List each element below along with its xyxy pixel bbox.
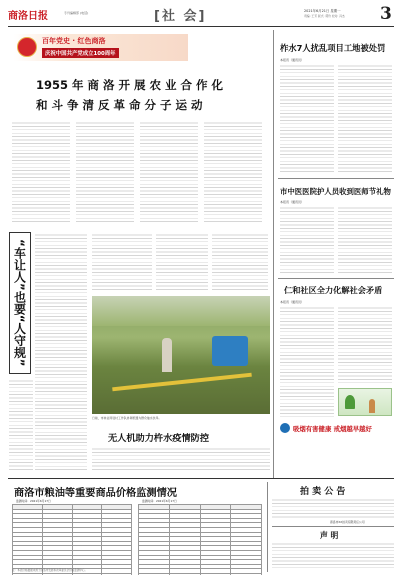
statement-title: 声 明 — [320, 531, 339, 540]
right-divider-1 — [278, 178, 394, 179]
right-column-rule — [273, 30, 274, 478]
right-article-2-col2 — [338, 205, 392, 273]
banner-subtitle: 庆祝中国共产党成立100周年 — [42, 48, 119, 58]
news-photo — [92, 296, 270, 414]
editors-line: 责编: 王芳 版式: 郭玲 校对: 冯杰 — [304, 14, 345, 18]
lead-headline-line2: 和 斗 争 清 反 革 命 分 子 运 动 — [36, 98, 203, 112]
newspaper-logo: 商洛日报 — [8, 11, 48, 22]
page-number: 3 — [380, 4, 392, 24]
center-article-col3 — [212, 232, 268, 292]
right-article-1-col1 — [280, 63, 334, 173]
slogan-text: 吸烟有害健康 戒烟越早越好 — [293, 425, 372, 433]
center-article-col2 — [156, 232, 208, 292]
edition-label: 专刊编辑部 (电话) — [64, 11, 89, 15]
tree-icon — [345, 395, 355, 409]
vertical-article-title: “车让人”也要“人守规” — [12, 239, 27, 367]
auction-title: 拍 卖 公 告 — [300, 487, 346, 497]
photo-hose — [112, 373, 252, 392]
vertical-article-body — [35, 232, 87, 472]
right-article-1-byline: 本报讯（通讯员） — [280, 58, 305, 62]
right-article-3-byline: 本报讯（通讯员） — [280, 300, 305, 304]
lead-body-col3 — [140, 120, 198, 222]
lower-right-rule — [267, 482, 268, 572]
person-icon — [369, 399, 375, 413]
center-article-col1 — [92, 232, 152, 292]
right-article-2-byline: 本报讯（通讯员） — [280, 200, 305, 204]
issue-date: 2021年6月21日 星期一 — [304, 9, 341, 13]
vertical-article-body-lower — [9, 378, 33, 472]
anniversary-banner — [14, 34, 188, 61]
right-article-2-col1 — [280, 205, 334, 273]
auction-signature: 商洛市XX拍卖有限责任公司 — [330, 520, 365, 524]
price-table-2 — [138, 504, 262, 575]
masthead-rule — [8, 26, 394, 27]
statement-body — [272, 541, 394, 571]
seal-icon — [280, 423, 290, 433]
section-title: [社 会] — [154, 9, 207, 24]
section-name: 社 会 — [161, 9, 199, 24]
civility-illustration — [338, 388, 392, 416]
price-table-2-caption: 监测时间：2021年6月17日 — [142, 499, 177, 503]
photo-sky — [92, 296, 270, 326]
auction-body — [272, 497, 394, 519]
lead-body-col1 — [12, 120, 70, 222]
right-article-3-title: 仁和社区全力化解社会矛盾 — [284, 285, 383, 295]
masthead — [8, 4, 394, 26]
lead-headline-line1: 1955 年 商 洛 开 展 农 业 合 作 化 — [36, 78, 224, 92]
center-article-title: 无人机助力杵水疫情防控 — [108, 433, 210, 444]
photo-pump — [212, 336, 248, 366]
photo-worker — [162, 338, 172, 372]
vertical-title-box — [9, 232, 31, 374]
party-emblem-icon — [17, 37, 37, 57]
price-report-title: 商洛市粮油等重要商品价格监测情况 — [14, 488, 177, 499]
slogan-bar — [280, 422, 396, 434]
photo-caption: 日前，市林业局驻村工作队协调机器为群众抽水抗旱。 — [92, 416, 162, 420]
right-article-2-title: 市中医医院护人员收到医师节礼物 — [280, 187, 391, 196]
price-table-1-caption: 监测时间：2021年6月17日 — [16, 499, 51, 503]
banner-title: 百年党史 · 红色商洛 — [42, 37, 106, 45]
lower-section-rule — [8, 478, 394, 479]
right-article-1-col2 — [338, 63, 392, 173]
center-article-body — [92, 446, 270, 472]
price-table-1 — [12, 504, 132, 575]
price-report-footnote: 注：本表价格数据来源于商洛市发展和改革委员会价格监测中心。 — [12, 569, 88, 572]
right-divider-2 — [278, 278, 394, 279]
right-article-1-title: 柞水7人扰乱项目工地被处罚 — [280, 43, 386, 53]
right-article-3-col1 — [280, 305, 334, 417]
auction-divider — [272, 526, 394, 527]
lead-body-col4 — [204, 120, 262, 222]
right-article-3-col2 — [338, 305, 392, 385]
lead-body-col2 — [76, 120, 134, 222]
